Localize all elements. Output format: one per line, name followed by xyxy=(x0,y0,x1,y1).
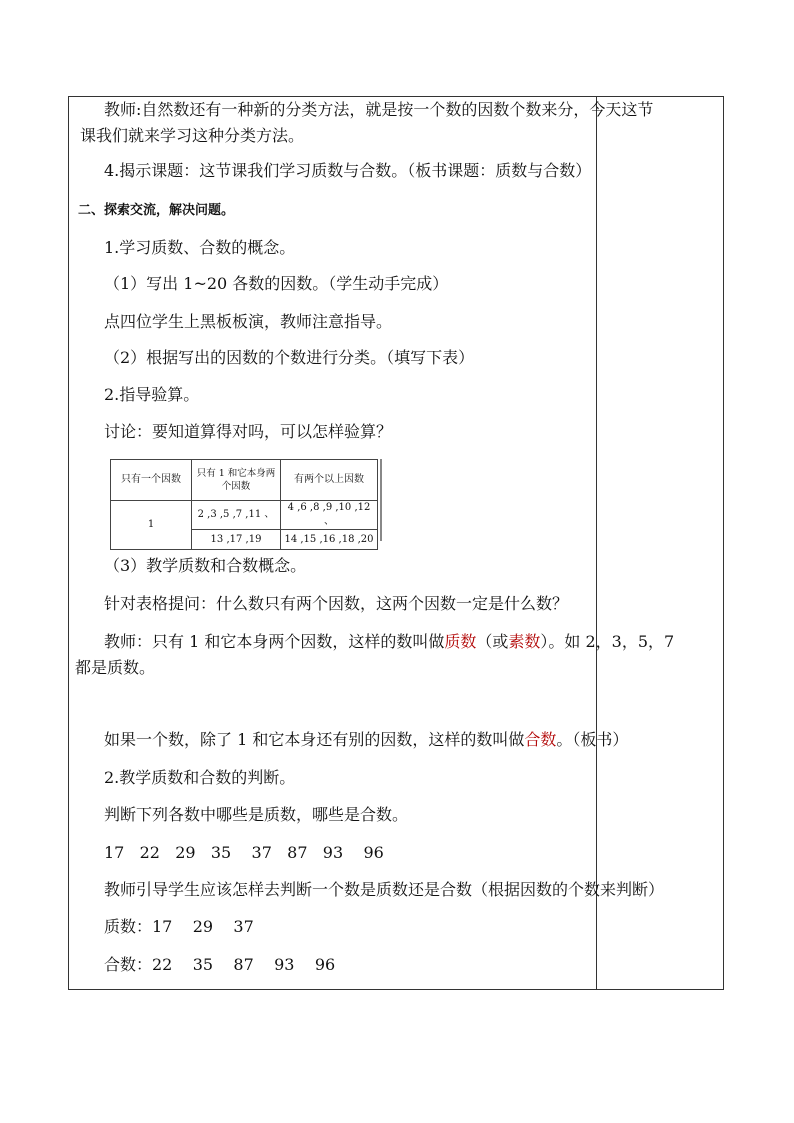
table-header: 只有 1 和它本身两个因数 xyxy=(192,460,281,501)
text-line: 针对表格提问：什么数只有两个因数，这两个因数一定是什么数？ xyxy=(104,594,569,613)
table-header: 只有一个因数 xyxy=(111,460,192,501)
text-line: 点四位学生上黑板板演，教师注意指导。 xyxy=(104,312,393,331)
text-segment: 教师：只有 1 和它本身两个因数，这样的数叫做 xyxy=(104,632,445,651)
prime-answer: 质数：17 29 37 xyxy=(104,917,254,936)
text-line xyxy=(104,732,628,748)
text-line: 4.揭示课题：这节课我们学习质数与合数。（板书课题：质数与合数） xyxy=(104,161,592,180)
text-segment: 。（板书） xyxy=(556,730,629,749)
table-edge xyxy=(380,459,382,541)
table-cell: 2 ,3 ,5 ,7 ,11 、 xyxy=(192,501,281,530)
text-line xyxy=(104,634,674,650)
text-line: 课我们就来学习这种分类方法。 xyxy=(80,126,305,145)
table-cell: 1 xyxy=(111,501,192,550)
text-line: 判断下列各数中哪些是质数，哪些是合数。 xyxy=(104,805,409,824)
number-list: 17 22 29 35 37 87 93 96 xyxy=(104,843,384,862)
keyword-prime-alt: 素数 xyxy=(508,632,541,651)
text-line: 1.学习质数、合数的概念。 xyxy=(104,238,296,257)
text-segment: ）。如 2，3，5，7 xyxy=(540,632,675,651)
text-line: （1）写出 1~20 各数的因数。（学生动手完成） xyxy=(104,274,449,293)
table-header: 有两个以上因数 xyxy=(281,460,378,501)
keyword-composite: 合数 xyxy=(524,730,557,749)
text-line: （3）教学质数和合数概念。 xyxy=(104,556,307,575)
text-line: （2）根据写出的因数的个数进行分类。（填写下表） xyxy=(104,348,475,367)
text-line: 讨论：要知道算得对吗，可以怎样验算？ xyxy=(104,422,393,441)
text-line: 都是质数。 xyxy=(75,658,156,677)
factor-classification-table xyxy=(110,459,378,550)
text-segment: 如果一个数，除了 1 和它本身还有别的因数，这样的数叫做 xyxy=(104,730,525,749)
text-segment: （或 xyxy=(476,632,509,651)
keyword-prime: 质数 xyxy=(444,632,477,651)
table-cell: 14 ,15 ,16 ,18 ,20 xyxy=(281,530,378,550)
composite-answer: 合数：22 35 87 93 96 xyxy=(104,955,336,974)
table-cell: 13 ,17 ,19 xyxy=(192,530,281,550)
section-heading: 二、探索交流，解决问题。 xyxy=(78,203,235,218)
text-line: 教师:自然数还有一种新的分类方法，就是按一个数的因数个数来分，今天这节 xyxy=(104,100,654,119)
text-line: 教师引导学生应该怎样去判断一个数是质数还是合数（根据因数的个数来判断） xyxy=(104,880,665,899)
text-line: 2.指导验算。 xyxy=(104,385,200,404)
column-divider xyxy=(596,96,597,990)
table-cell: 4 ,6 ,8 ,9 ,10 ,12 、 xyxy=(281,501,378,530)
text-line: 2.教学质数和合数的判断。 xyxy=(104,768,296,787)
